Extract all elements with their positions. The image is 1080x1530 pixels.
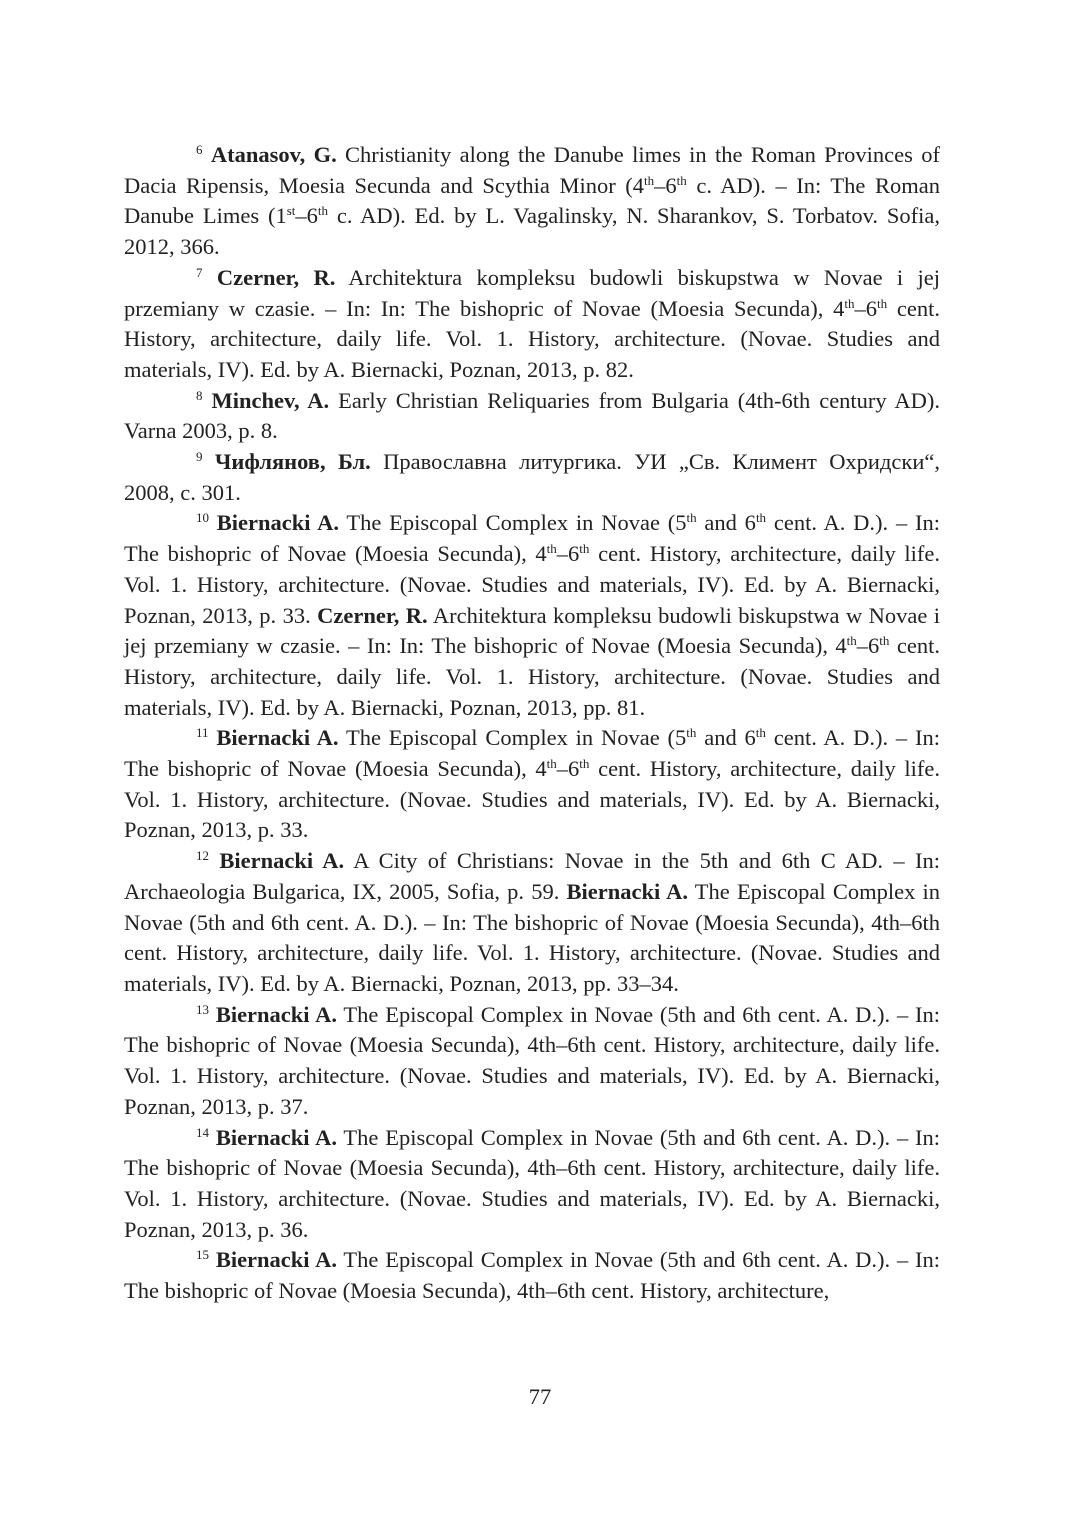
footnote-8 bbox=[124, 386, 940, 447]
ordinal-suffix: th bbox=[317, 203, 328, 219]
footnote-10 bbox=[124, 508, 940, 723]
ordinal-suffix: th bbox=[879, 633, 890, 649]
footnote-number: 6 bbox=[196, 142, 203, 157]
footnote-number: 8 bbox=[196, 387, 203, 403]
footnote-number: 12 bbox=[196, 848, 209, 864]
author-name: Czerner, R. bbox=[317, 602, 428, 628]
author-name: Чифлянов, Бл. bbox=[214, 449, 371, 475]
ordinal-suffix: th bbox=[755, 510, 767, 526]
ordinal-suffix: th bbox=[877, 295, 888, 311]
footnote-number: 13 bbox=[196, 1001, 209, 1017]
citation-text: Christianity along the Danube limes in the Roman Provinces of Dacia Ripensis, Moesia Secunda and Scythia Minor (4 bbox=[124, 142, 940, 198]
citation-text: Early Christian Reliquaries from Bulgaria (4th-6th century AD). Varna 2003, p. 8. bbox=[124, 387, 941, 444]
footnote-number: 15 bbox=[196, 1247, 209, 1263]
citation-text: –6 bbox=[856, 633, 880, 659]
ordinal-suffix: th bbox=[846, 633, 857, 649]
ordinal-suffix: th bbox=[844, 295, 855, 311]
footnote-15 bbox=[124, 1245, 940, 1306]
author-name: Biernacki A. bbox=[215, 1247, 338, 1273]
ordinal-suffix: th bbox=[579, 756, 590, 772]
footnote-number: 7 bbox=[196, 264, 203, 280]
citation-text: The Episcopal Complex in Novae (5th and 6th cent. A. D.). – In: The bishopric of Novae (Moesia Secunda), 4th–6th cent. History, architecture, bbox=[124, 1247, 941, 1304]
citation-text: and 6 bbox=[696, 510, 756, 536]
citation-text: c. AD). – In: The Roman Danube Limes (1 bbox=[124, 172, 940, 229]
citation-text: cent. History, architecture, daily life. Vol. 1. History, architecture. (Novae. Studies and materials, IV). Ed. by A. Biernacki, Poznan, 2013, pp. 81. bbox=[124, 633, 940, 720]
footnote-9 bbox=[124, 447, 940, 508]
author-name: Biernacki A. bbox=[566, 878, 689, 904]
citation-text: The Episcopal Complex in Novae (5th and 6th cent. A. D.). – In: The bishopric of Novae (Moesia Secunda), 4th–6th cent. History, architecture, daily life. Vol. 1. History, architecture. (Novae. Studies and materials, IV). Ed. by A. Biernacki, Poznan, 2013, p. 37. bbox=[124, 1001, 941, 1119]
citation-text: –6 bbox=[654, 172, 677, 198]
footnotes-section bbox=[124, 140, 940, 1307]
author-name: Biernacki A. bbox=[216, 510, 339, 536]
author-name: Minchev, A. bbox=[211, 387, 330, 413]
citation-text: –6 bbox=[295, 203, 318, 229]
footnote-number: 14 bbox=[196, 1124, 209, 1140]
ordinal-suffix: th bbox=[686, 510, 697, 526]
citation-text: The Episcopal Complex in Novae (5 bbox=[338, 510, 687, 536]
citation-text: The Episcopal Complex in Novae (5th and 6th cent. A. D.). – In: The bishopric of Novae (Moesia Secunda), 4th–6th cent. History, architecture, daily life. Vol. 1. History, architecture. (Novae. Studies and materials, IV). Ed. by A. Biernacki, Poznan, 2013, p. 36. bbox=[124, 1124, 941, 1242]
citation-text: cent. History, architecture, daily life. Vol. 1. History, architecture. (Novae. Studies and materials, IV). Ed. by A. Biernacki, Poznan, 2013, p. 33. bbox=[124, 541, 940, 628]
citation-text: Architektura kompleksu budowli biskupstwa w Novae i jej przemiany w czasie. – In: In: The bishopric of Novae (Moesia Secunda), 4 bbox=[124, 602, 940, 659]
author-name: Atanasov, G. bbox=[210, 142, 337, 167]
citation-text: –6 bbox=[556, 756, 580, 782]
citation-text: The Episcopal Complex in Novae (5 bbox=[338, 725, 687, 751]
ordinal-suffix: th bbox=[644, 172, 655, 188]
ordinal-suffix: th bbox=[755, 725, 766, 741]
footnote-14 bbox=[124, 1123, 940, 1246]
citation-text: cent. History, architecture, daily life. Vol. 1. History, architecture. (Novae. Studies and materials, IV). Ed. by A. Biernacki, Poznan, 2013, p. 33. bbox=[124, 756, 940, 843]
citation-text: –6 bbox=[556, 541, 580, 567]
citation-text: c. AD). Ed. by L. Vagalinsky, N. Sharankov, S. Torbatov. Sofia, 2012, 366. bbox=[124, 203, 940, 260]
citation-text: The Episcopal Complex in Novae (5th and 6th cent. A. D.). – In: The bishopric of Novae (Moesia Secunda), 4th–6th cent. History, architecture, daily life. Vol. 1. History, architecture. (Novae. Studies and materials, IV). Ed. by A. Biernacki, Poznan, 2013, pp. 33–34. bbox=[124, 878, 940, 996]
footnote-13 bbox=[124, 1000, 940, 1123]
citation-text: –6 bbox=[854, 295, 877, 321]
citation-text: Architektura kompleksu budowli biskupstwa w Novae i jej przemiany w czasie. – In: In: The bishopric of Novae (Moesia Secunda), 4 bbox=[124, 264, 940, 321]
footnote-number: 11 bbox=[196, 725, 209, 741]
citation-text: cent. A. D.). – In: The bishopric of Novae (Moesia Secunda), 4 bbox=[124, 725, 940, 782]
author-name: Biernacki A. bbox=[215, 1124, 338, 1150]
footnote-6 bbox=[124, 140, 940, 263]
ordinal-suffix: th bbox=[686, 725, 697, 741]
ordinal-suffix: th bbox=[546, 756, 557, 772]
author-name: Biernacki A. bbox=[215, 1001, 338, 1027]
page-number: 77 bbox=[528, 1384, 552, 1409]
citation-text: cent. History, architecture, daily life. Vol. 1. History, architecture. (Novae. Studies and materials, IV). Ed. by A. Biernacki, Poznan, 2013, p. 82. bbox=[124, 295, 940, 382]
author-name: Czerner, R. bbox=[216, 264, 336, 290]
ordinal-suffix: th bbox=[546, 541, 557, 557]
footnote-11 bbox=[124, 723, 940, 846]
ordinal-suffix: st bbox=[286, 203, 296, 219]
citation-text: cent. A. D.). – In: The bishopric of Novae (Moesia Secunda), 4 bbox=[124, 510, 940, 567]
citation-text: Православна литургика. УИ „Св. Климент Охридски“, 2008, с. 301. bbox=[124, 449, 940, 505]
author-name: Biernacki A. bbox=[219, 848, 345, 874]
footnote-number: 9 bbox=[196, 449, 203, 465]
footnote-number: 10 bbox=[196, 510, 209, 526]
footnote-7 bbox=[124, 263, 940, 386]
citation-text: A City of Christians: Novae in the 5th and 6th C AD. – In: Archaeologia Bulgarica, IX, 2005, Sofia, p. 59. bbox=[124, 848, 940, 904]
footnote-12 bbox=[124, 846, 940, 1000]
author-name: Biernacki A. bbox=[216, 725, 339, 751]
ordinal-suffix: th bbox=[579, 541, 590, 557]
ordinal-suffix: th bbox=[676, 172, 687, 188]
citation-text: and 6 bbox=[696, 725, 756, 751]
